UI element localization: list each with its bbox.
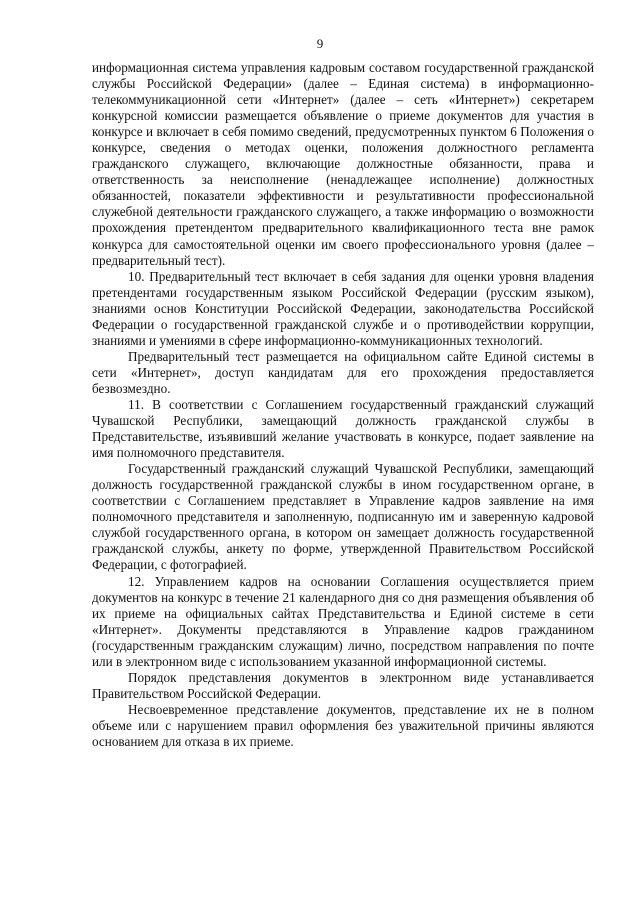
paragraph-item-11: 11. В соответствии с Соглашением государственный гражданский служащий Чувашской Республики, замещающий должность гражданской службы в Представительстве, изъявивший желание участвовать в конкурсе, подает заявление на имя полномочного представителя. xyxy=(92,396,594,461)
paragraph-item-12: 12. Управлением кадров на основании Соглашения осуществляется прием документов на конкурс в течение 21 календарного дня со дня размещения объявления об их приеме на официальных сайтах Представительства и Единой системе в сети «Интернет». Документы представляются в Управление кадров гражданином (государственным гражданским служащим) лично, посредством направления по почте или в электронном виде с использованием указанной информационной системы. xyxy=(92,573,594,669)
paragraph-item-10: 10. Предварительный тест включает в себя задания для оценки уровня владения претендентами государственным языком Российской Федерации (русским языком), знаниями основ Конституции Российской Федерации, законодательства Российской Федерации о государственной гражданской службе и о противодействии коррупции, знаниями и умениями в сфере информационно-коммуникационных технологий. xyxy=(92,268,594,348)
paragraph-other-agency-servant: Государственный гражданский служащий Чувашской Республики, замещающий должность государственной гражданской службы в ином государственном органе, в соответствии с Соглашением представляет в Управление кадров заявление на имя полномочного представителя и заполненную, подписанную им и заверенную кадровой службой государственного органа, в котором он замещает должность государственной гражданской службы, анкету по форме, утвержденной Правительством Российской Федерации, с фотографией. xyxy=(92,461,594,573)
paragraph-continuation: информационная система управления кадровым составом государственной гражданской службы Российской Федерации» (далее – Единая система) в информационно-телекоммуникационной сети «Интернет» (далее – сеть «Интернет») секретарем конкурсной комиссии размещается объявление о приеме документов для участия в конкурсе и включает в себя помимо сведений, предусмотренных пунктом 6 Положения о конкурсе, сведения о методах оценки, положения должностного регламента гражданского служащего, включающие должностные обязанности, права и ответственность за неисполнение (ненадлежащее исполнение) должностных обязанностей, показатели эффективности и результативности профессиональной служебной деятельности гражданского служащего, а также информацию о возможности прохождения претендентом предварительного квалификационного теста вне рамок конкурса для самостоятельной оценки им своего профессионального уровня (далее – предварительный тест). xyxy=(92,60,594,268)
document-body xyxy=(92,60,594,750)
paragraph-late-submission: Несвоевременное представление документов, представление их не в полном объеме или с нарушением правил оформления без уважительной причины являются основанием для отказа в их приеме. xyxy=(92,701,594,749)
paragraph-electronic-submission: Порядок представления документов в электронном виде устанавливается Правительством Российской Федерации. xyxy=(92,669,594,701)
paragraph-pretest-placement: Предварительный тест размещается на официальном сайте Единой системы в сети «Интернет», доступ кандидатам для его прохождения предоставляется безвозмездно. xyxy=(92,348,594,396)
page-number: 9 xyxy=(316,36,324,51)
